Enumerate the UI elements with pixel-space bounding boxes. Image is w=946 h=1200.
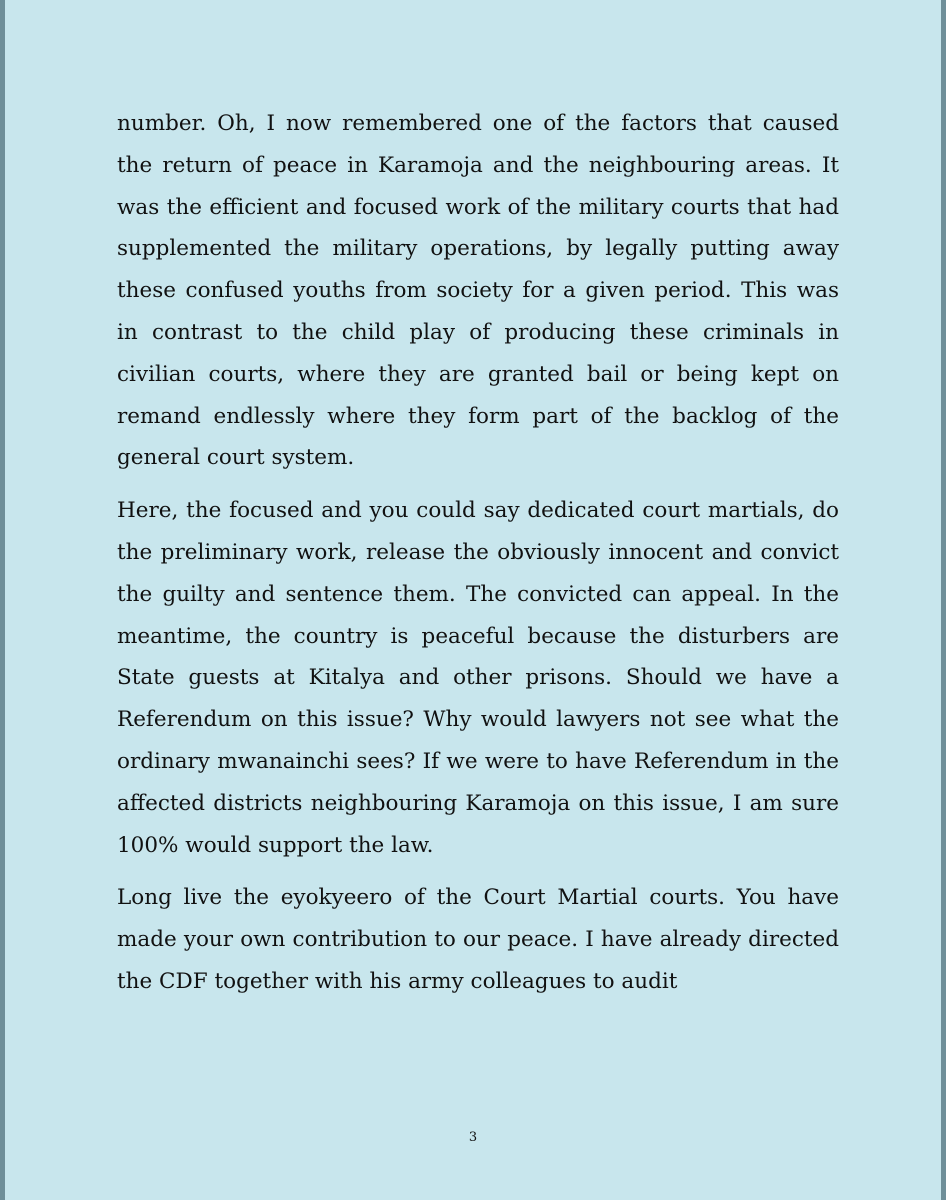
- page-number: 3: [468, 1130, 478, 1145]
- paragraph-2: Here, the focused and you could say dedicated court martials, do the preliminary work, release the obviously innocent and convict the guilty and sentence them. The convicted can appeal. In the meantime, the country is peaceful because the disturbers are State guests at Kitalya and other prisons. Should we have a Referendum on this issue? Why would lawyers not see what the ordinary mwanainchi sees? If we were to have Referendum in the affected districts neighbouring Karamoja on this issue, I am sure 100% would support the law.: [117, 498, 839, 858]
- paragraph-3: Long live the eyokyeero of the Court Martial courts. You have made your own contribution to our peace. I have already directed the CDF together with his army colleagues to audit: [117, 885, 839, 994]
- paragraph-1: number. Oh, I now remembered one of the factors that caused the return of peace in Karamoja and the neighbouring areas. It was the efficient and focused work of the military courts that had supplemented the military operations, by legally putting away these confused youths from society for a given period. This was in contrast to the child play of producing these criminals in civilian courts, where they are granted bail or being kept on remand endlessly where they form part of the backlog of the general court system.: [117, 111, 839, 471]
- body-text: [117, 103, 839, 1014]
